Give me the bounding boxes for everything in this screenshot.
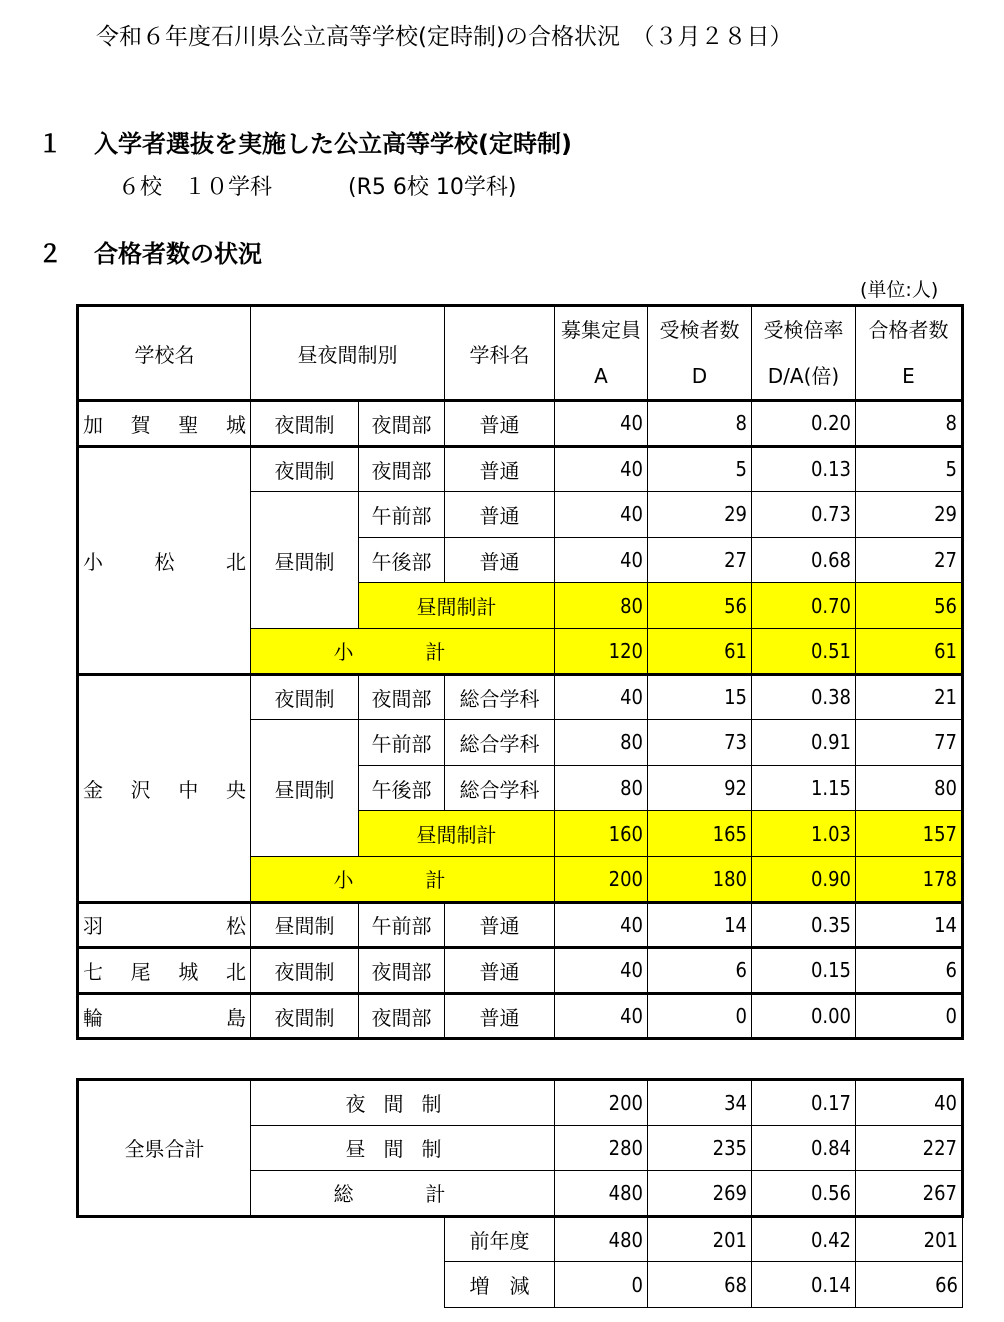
table-cell: 6 <box>856 948 963 994</box>
table-cell: 180 <box>648 856 752 902</box>
table-cell: 午後部 <box>359 537 445 583</box>
section-title: 合格者数の状況 <box>94 240 262 268</box>
table-cell: 201 <box>648 1216 752 1262</box>
table-cell: 235 <box>648 1125 752 1171</box>
section-number: １ <box>38 130 62 158</box>
table-cell: 40 <box>555 674 648 720</box>
col-dept: 学科名 <box>445 306 555 401</box>
col-school: 学校名 <box>78 306 251 401</box>
table-row <box>78 902 963 948</box>
table-cell: 40 <box>555 537 648 583</box>
total-row-night <box>78 1080 963 1126</box>
table-cell: 午前部 <box>359 492 445 538</box>
table-cell: 80 <box>555 765 648 811</box>
table-cell: 267 <box>856 1171 963 1217</box>
table-cell: 160 <box>555 811 648 857</box>
table-cell: 40 <box>555 948 648 994</box>
table-cell <box>251 1262 445 1308</box>
table-row <box>78 446 963 492</box>
table-cell: 夜間制 <box>251 401 359 447</box>
table-cell: 40 <box>856 1080 963 1126</box>
table-cell: 0.56 <box>752 1171 856 1217</box>
table-cell: 総合学科 <box>445 674 555 720</box>
col-passed <box>856 306 963 401</box>
table-cell: 8 <box>856 401 963 447</box>
table-cell: 0.17 <box>752 1080 856 1126</box>
table-cell: 73 <box>648 720 752 766</box>
total-label: 全県合計 <box>78 1080 251 1217</box>
table-cell: 1.15 <box>752 765 856 811</box>
table-cell: 200 <box>555 1080 648 1126</box>
section-number: ２ <box>38 240 62 268</box>
col-capacity <box>555 306 648 401</box>
table-cell: 68 <box>648 1262 752 1308</box>
table-cell: 21 <box>856 674 963 720</box>
table-cell: 34 <box>648 1080 752 1126</box>
table-row <box>78 948 963 994</box>
table-cell: 0.84 <box>752 1125 856 1171</box>
totals-table <box>76 1078 964 1308</box>
table-cell: 0 <box>648 993 752 1039</box>
table-cell: 66 <box>856 1262 963 1308</box>
table-cell: 40 <box>555 401 648 447</box>
table-cell: 80 <box>856 765 963 811</box>
table-cell: 金沢中央 <box>78 674 251 902</box>
table-cell: 羽松 <box>78 902 251 948</box>
table-row <box>78 674 963 720</box>
table-cell: 夜間部 <box>359 674 445 720</box>
table-cell: 5 <box>856 446 963 492</box>
table-cell: 0.73 <box>752 492 856 538</box>
results-table <box>76 304 964 1040</box>
table-cell: 総 計 <box>251 1171 555 1217</box>
table-cell: 0.00 <box>752 993 856 1039</box>
table-cell: 0.14 <box>752 1262 856 1308</box>
header-row <box>78 306 963 401</box>
table-cell: 午前部 <box>359 902 445 948</box>
header-line: 受検者数 <box>659 318 740 342</box>
school-count <box>118 170 516 201</box>
col-system: 昼夜間制別 <box>251 306 445 401</box>
table-row <box>78 993 963 1039</box>
table-cell: 40 <box>555 993 648 1039</box>
table-cell: 40 <box>555 446 648 492</box>
table-cell: 165 <box>648 811 752 857</box>
table-cell: 56 <box>856 583 963 629</box>
table-cell: 前年度 <box>445 1216 555 1262</box>
table-cell: 178 <box>856 856 963 902</box>
table-cell: 輪島 <box>78 993 251 1039</box>
table-cell: 普通 <box>445 537 555 583</box>
table-cell: 40 <box>555 492 648 538</box>
table-cell: 77 <box>856 720 963 766</box>
header-line: 募集定員 <box>561 318 641 342</box>
table-cell: 昼間制 <box>251 720 359 857</box>
header-line: A <box>594 364 608 388</box>
table-cell: 0.38 <box>752 674 856 720</box>
table-cell: 0.35 <box>752 902 856 948</box>
table-cell: 夜間部 <box>359 446 445 492</box>
table-cell: 80 <box>555 720 648 766</box>
table-cell: 普通 <box>445 446 555 492</box>
table-cell: 269 <box>648 1171 752 1217</box>
table-cell: 夜間制 <box>251 1080 555 1126</box>
table-cell: 昼間制 <box>251 492 359 629</box>
table-cell: 七尾城北 <box>78 948 251 994</box>
table-cell: 小 計 <box>251 628 555 674</box>
table-cell: 0.91 <box>752 720 856 766</box>
table-cell: 157 <box>856 811 963 857</box>
col-examinees <box>648 306 752 401</box>
table-cell: 0.15 <box>752 948 856 994</box>
table-cell: 0.13 <box>752 446 856 492</box>
table-cell: 0.70 <box>752 583 856 629</box>
table-cell: 夜間制 <box>251 446 359 492</box>
table-cell: 昼間制計 <box>359 811 555 857</box>
header-line: D/A(倍) <box>767 364 840 388</box>
unit-label: (単位:人) <box>860 279 939 301</box>
table-cell: 0.90 <box>752 856 856 902</box>
diff-row <box>78 1262 963 1308</box>
table-cell: 0 <box>856 993 963 1039</box>
table-cell: 27 <box>856 537 963 583</box>
table-cell: 80 <box>555 583 648 629</box>
table-cell: 5 <box>648 446 752 492</box>
table-cell: 普通 <box>445 948 555 994</box>
table-cell: 0.68 <box>752 537 856 583</box>
table-cell: 小松北 <box>78 446 251 674</box>
table-cell <box>78 1262 251 1308</box>
table-cell: 14 <box>648 902 752 948</box>
col-ratio <box>752 306 856 401</box>
table-cell: 201 <box>856 1216 963 1262</box>
table-cell: 0 <box>555 1262 648 1308</box>
table-cell: 増 減 <box>445 1262 555 1308</box>
header-line: 受検倍率 <box>763 318 844 342</box>
table-cell <box>251 1216 445 1262</box>
table-cell: 普通 <box>445 401 555 447</box>
table-cell <box>78 1216 251 1262</box>
table-cell: 61 <box>648 628 752 674</box>
table-cell: 普通 <box>445 902 555 948</box>
table-cell: 昼間制 <box>251 1125 555 1171</box>
table-cell: 0.42 <box>752 1216 856 1262</box>
table-cell: 夜間制 <box>251 993 359 1039</box>
table-cell: 1.03 <box>752 811 856 857</box>
table-cell: 普通 <box>445 993 555 1039</box>
header-line: D <box>691 364 708 388</box>
table-cell: 加賀聖城 <box>78 401 251 447</box>
section-2-heading <box>38 234 262 269</box>
table-cell: 14 <box>856 902 963 948</box>
table-cell: 0.20 <box>752 401 856 447</box>
table-cell: 200 <box>555 856 648 902</box>
table-cell: 227 <box>856 1125 963 1171</box>
table-cell: 0.51 <box>752 628 856 674</box>
table-cell: 普通 <box>445 492 555 538</box>
table-cell: 総合学科 <box>445 720 555 766</box>
table-cell: 480 <box>555 1171 648 1217</box>
table-cell: 夜間制 <box>251 948 359 994</box>
table-cell: 総合学科 <box>445 765 555 811</box>
current-count: ６校 １０学科 <box>118 175 273 200</box>
table-cell: 8 <box>648 401 752 447</box>
header-line: 合格者数 <box>868 318 949 342</box>
table-cell: 小 計 <box>251 856 555 902</box>
table-cell: 夜間部 <box>359 948 445 994</box>
table-cell: 40 <box>555 902 648 948</box>
previous-count: (R5 6校 10学科) <box>348 175 517 200</box>
table-cell: 29 <box>856 492 963 538</box>
table-cell: 夜間部 <box>359 993 445 1039</box>
table-cell: 61 <box>856 628 963 674</box>
table-cell: 29 <box>648 492 752 538</box>
table-cell: 15 <box>648 674 752 720</box>
table-cell: 夜間制 <box>251 674 359 720</box>
table-row <box>78 401 963 447</box>
table-cell: 昼間制 <box>251 902 359 948</box>
table-cell: 27 <box>648 537 752 583</box>
table-cell: 280 <box>555 1125 648 1171</box>
section-1-heading <box>38 124 572 159</box>
table-cell: 120 <box>555 628 648 674</box>
table-cell: 6 <box>648 948 752 994</box>
header-line: E <box>902 364 915 388</box>
table-cell: 午後部 <box>359 765 445 811</box>
table-cell: 午前部 <box>359 720 445 766</box>
prev-year-row <box>78 1216 963 1262</box>
table-cell: 56 <box>648 583 752 629</box>
table-cell: 92 <box>648 765 752 811</box>
table-cell: 480 <box>555 1216 648 1262</box>
table-cell: 夜間部 <box>359 401 445 447</box>
section-title: 入学者選抜を実施した公立高等学校(定時制) <box>94 130 572 158</box>
document-title: 令和６年度石川県公立高等学校(定時制)の合格状況 （３月２８日） <box>96 24 793 50</box>
table-cell: 昼間制計 <box>359 583 555 629</box>
